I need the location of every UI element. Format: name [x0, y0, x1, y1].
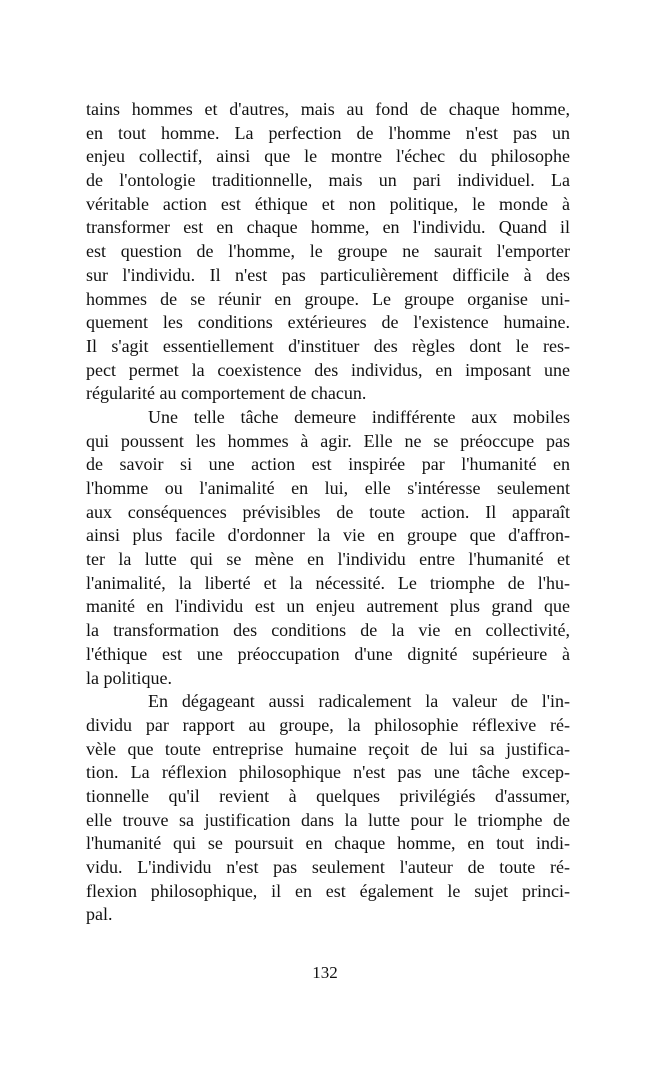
- text-line: tionnelle qu'il revient à quelques privilégiés d'assumer,: [86, 785, 570, 806]
- text-line: sur l'individu. Il n'est pas particulièrement difficile à des: [86, 264, 570, 285]
- text-line: enjeu collectif, ainsi que le montre l'échec du philosophe: [86, 146, 570, 167]
- text-line: aux conséquences prévisibles de toute action. Il apparaît: [86, 501, 570, 522]
- page-number: 132: [312, 963, 338, 982]
- text-line: l'animalité, la liberté et la nécessité. Le triomphe de l'hu-: [86, 572, 570, 593]
- text-line: la transformation des conditions de la vie en collectivité,: [86, 620, 570, 641]
- text-line: tains hommes et d'autres, mais au fond de chaque homme,: [86, 99, 570, 119]
- text-line: pect permet la coexistence des individus, en imposant une: [86, 359, 570, 380]
- text-line: flexion philosophique, il en est également le sujet princi-: [86, 880, 570, 901]
- text-line: est question de l'homme, le groupe ne saurait l'emporter: [86, 241, 570, 262]
- text-line: l'homme ou l'animalité en lui, elle s'intéresse seulement: [86, 478, 570, 498]
- text-line: Une telle tâche demeure indifférente aux mobiles: [148, 406, 570, 427]
- text-line: de l'ontologie traditionnelle, mais un pari individuel. La: [86, 170, 570, 191]
- text-line: pal.: [86, 904, 113, 925]
- text-line: tion. La réflexion philosophique n'est pas une tâche excep-: [86, 762, 570, 783]
- text-line: dividu par rapport au groupe, la philosophie réflexive ré-: [86, 714, 570, 735]
- text-line: ainsi plus facile d'ordonner la vie en groupe que d'affron-: [86, 525, 570, 546]
- text-line: véritable action est éthique et non politique, le monde à: [86, 193, 570, 214]
- text-line: quement les conditions extérieures de l'existence humaine.: [86, 312, 570, 333]
- text-line: ter la lutte qui se mène en l'individu entre l'humanité et: [86, 549, 570, 570]
- text-line: En dégageant aussi radicalement la valeur de l'in-: [148, 691, 570, 712]
- text-line: elle trouve sa justification dans la lutte pour le triomphe de: [86, 809, 570, 830]
- text-line: qui poussent les hommes à agir. Elle ne se préoccupe pas: [86, 430, 570, 451]
- text-line: manité en l'individu est un enjeu autrement plus grand que: [86, 596, 570, 617]
- text-line: hommes de se réunir en groupe. Le groupe organise uni-: [86, 288, 570, 309]
- body-text: [86, 98, 570, 927]
- text-line: la politique.: [86, 667, 172, 688]
- text-line: l'éthique est une préoccupation d'une dignité supérieure à: [86, 643, 570, 664]
- text-line: vidu. L'individu n'est pas seulement l'auteur de toute ré-: [86, 857, 570, 877]
- text-line: Il s'agit essentiellement d'instituer des règles dont le res-: [86, 335, 570, 356]
- text-line: transformer est en chaque homme, en l'individu. Quand il: [86, 217, 570, 238]
- text-line: vèle que toute entreprise humaine reçoit de lui sa justifica-: [86, 738, 570, 759]
- text-line: l'humanité qui se poursuit en chaque homme, en tout indi-: [86, 833, 570, 854]
- text-line: en tout homme. La perfection de l'homme n'est pas un: [86, 122, 570, 143]
- text-line: régularité au comportement de chacun.: [86, 383, 367, 404]
- text-line: de savoir si une action est inspirée par l'humanité en: [86, 454, 570, 475]
